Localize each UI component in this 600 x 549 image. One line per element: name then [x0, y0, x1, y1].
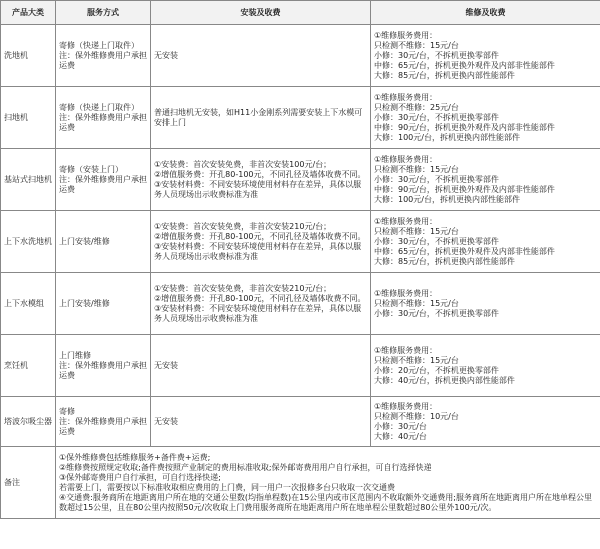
- category-cell: 扫地机: [1, 87, 56, 149]
- header-repair: 维修及收费: [371, 1, 600, 25]
- category-cell: 上下水洗地机: [1, 211, 56, 273]
- repair-cell: ①维修服务费用： 只检测不维修：10元/台 小修：30元/台 大修：40元/台: [371, 397, 600, 447]
- repair-cell: ①维修服务费用： 只检测不维修：15元/台 小修：30元/台，不拆机更换零部件: [371, 273, 600, 335]
- category-cell: 上下水模组: [1, 273, 56, 335]
- note-line: ②维修费按照规定收取;备件费按照产业制定的费用标准收取;保外邮寄费用用户自行承担，可自行选择快递: [59, 462, 432, 472]
- service-cell: 寄修 注：保外维修费用户承担运费: [56, 397, 151, 447]
- category-cell: 洗地机: [1, 25, 56, 87]
- service-cell: 寄修（快递上门取件） 注：保外维修费用户承担运费: [56, 25, 151, 87]
- install-cell: ①安装费：首次安装免费，非首次安装210元/台； ②增值服务费：开孔80-100元，不同孔径及墙体收费不同。 ③安装材料费：不同安装环境使用材料存在差异，具体以服务人员现场出示收费标准为准: [151, 211, 371, 273]
- note-line: ③保外邮寄费用户自行承担，可自行选择快递;: [59, 472, 221, 482]
- install-cell: 无安装: [151, 397, 371, 447]
- service-cell: 上门维修 注：保外维修费用户承担运费: [56, 335, 151, 397]
- category-cell: 烹饪机: [1, 335, 56, 397]
- note-row: [1, 447, 600, 519]
- install-cell: ①安装费：首次安装免费，非首次安装100元/台； ②增值服务费：开孔80-100元，不同孔径及墙体收费不同。 ③安装材料费：不同安装环境使用材料存在差异，具体以服务人员现场出示收费标准为准: [151, 149, 371, 211]
- category-cell: 塔波尔吸尘器: [1, 397, 56, 447]
- install-cell: 普通扫地机无安装，如H11小金刚系列需要安装上下水模可安排上门: [151, 87, 371, 149]
- repair-cell: ①维修服务费用： 只检测不维修：25元/台 小修：30元/台，不拆机更换零部件 中修：90元/台，拆机更换外观件及内部非性能部件 大修：100元/台，拆机更换内部性能部件: [371, 87, 600, 149]
- table-row: [1, 273, 600, 335]
- note-label: 备注: [1, 447, 56, 519]
- service-cell: 寄修（安装上门） 注：保外维修费用户承担运费: [56, 149, 151, 211]
- table-row: [1, 211, 600, 273]
- service-cell: 寄修（快递上门取件） 注：保外维修费用户承担运费: [56, 87, 151, 149]
- repair-cell: ①维修服务费用： 只检测不维修：15元/台 小修：30元/台，不拆机更换零部件 中修：65元/台，拆机更换外观件及内部非性能部件 大修：85元/台，拆机更换内部性能部件: [371, 25, 600, 87]
- table-row: [1, 149, 600, 211]
- repair-cell: ①维修服务费用： 只检测不维修：15元/台 小修：20元/台，不拆机更换零部件 大修：40元/台，拆机更换内部性能部件: [371, 335, 600, 397]
- table-row: [1, 397, 600, 447]
- install-cell: 无安装: [151, 25, 371, 87]
- note-line: ①保外维修费包括维修服务+备件费+运费;: [59, 452, 211, 462]
- header-row: [1, 1, 600, 25]
- category-cell: 基站式扫地机: [1, 149, 56, 211]
- header-install: 安装及收费: [151, 1, 371, 25]
- install-cell: ①安装费：首次安装免费，非首次安装210元/台； ②增值服务费：开孔80-100元，不同孔径及墙体收费不同。 ③安装材料费：不同安装环境使用材料存在差异，具体以服务人员现场出示收费标准为准: [151, 273, 371, 335]
- install-cell: 无安装: [151, 335, 371, 397]
- note-content: [56, 447, 600, 519]
- note-line: ④交通费:服务商所在地距离用户所在地的交通公里数(均指单程数)在15公里内或市区范围内不收取额外交通费用;服务商所在地距离用户所在地单程公里数超过15公里，且在80公里内按照50元/次收取上门费用服务商所在地距离用户所在地单程公里数超过80公里外100元/次。: [59, 492, 592, 512]
- table-row: [1, 335, 600, 397]
- header-service: 服务方式: [56, 1, 151, 25]
- header-category: 产品大类: [1, 1, 56, 25]
- service-cell: 上门安装/维修: [56, 211, 151, 273]
- repair-cell: ①维修服务费用： 只检测不维修：15元/台 小修：30元/台，不拆机更换零部件 中修：90元/台，拆机更换外观件及内部非性能部件 大修：100元/台，拆机更换内部性能部件: [371, 149, 600, 211]
- service-cell: 上门安装/维修: [56, 273, 151, 335]
- note-line: 若需要上门，需要按以下标准收取相应费用的上门费，同一用户一次报修多台只收取一次交通费: [59, 482, 395, 492]
- table-row: [1, 25, 600, 87]
- table-row: [1, 87, 600, 149]
- repair-cell: ①维修服务费用： 只检测不维修：15元/台 小修：30元/台，不拆机更换零部件 中修：65元/台，拆机更换外观件及内部非性能部件 大修：85元/台，拆机更换内部性能部件: [371, 211, 600, 273]
